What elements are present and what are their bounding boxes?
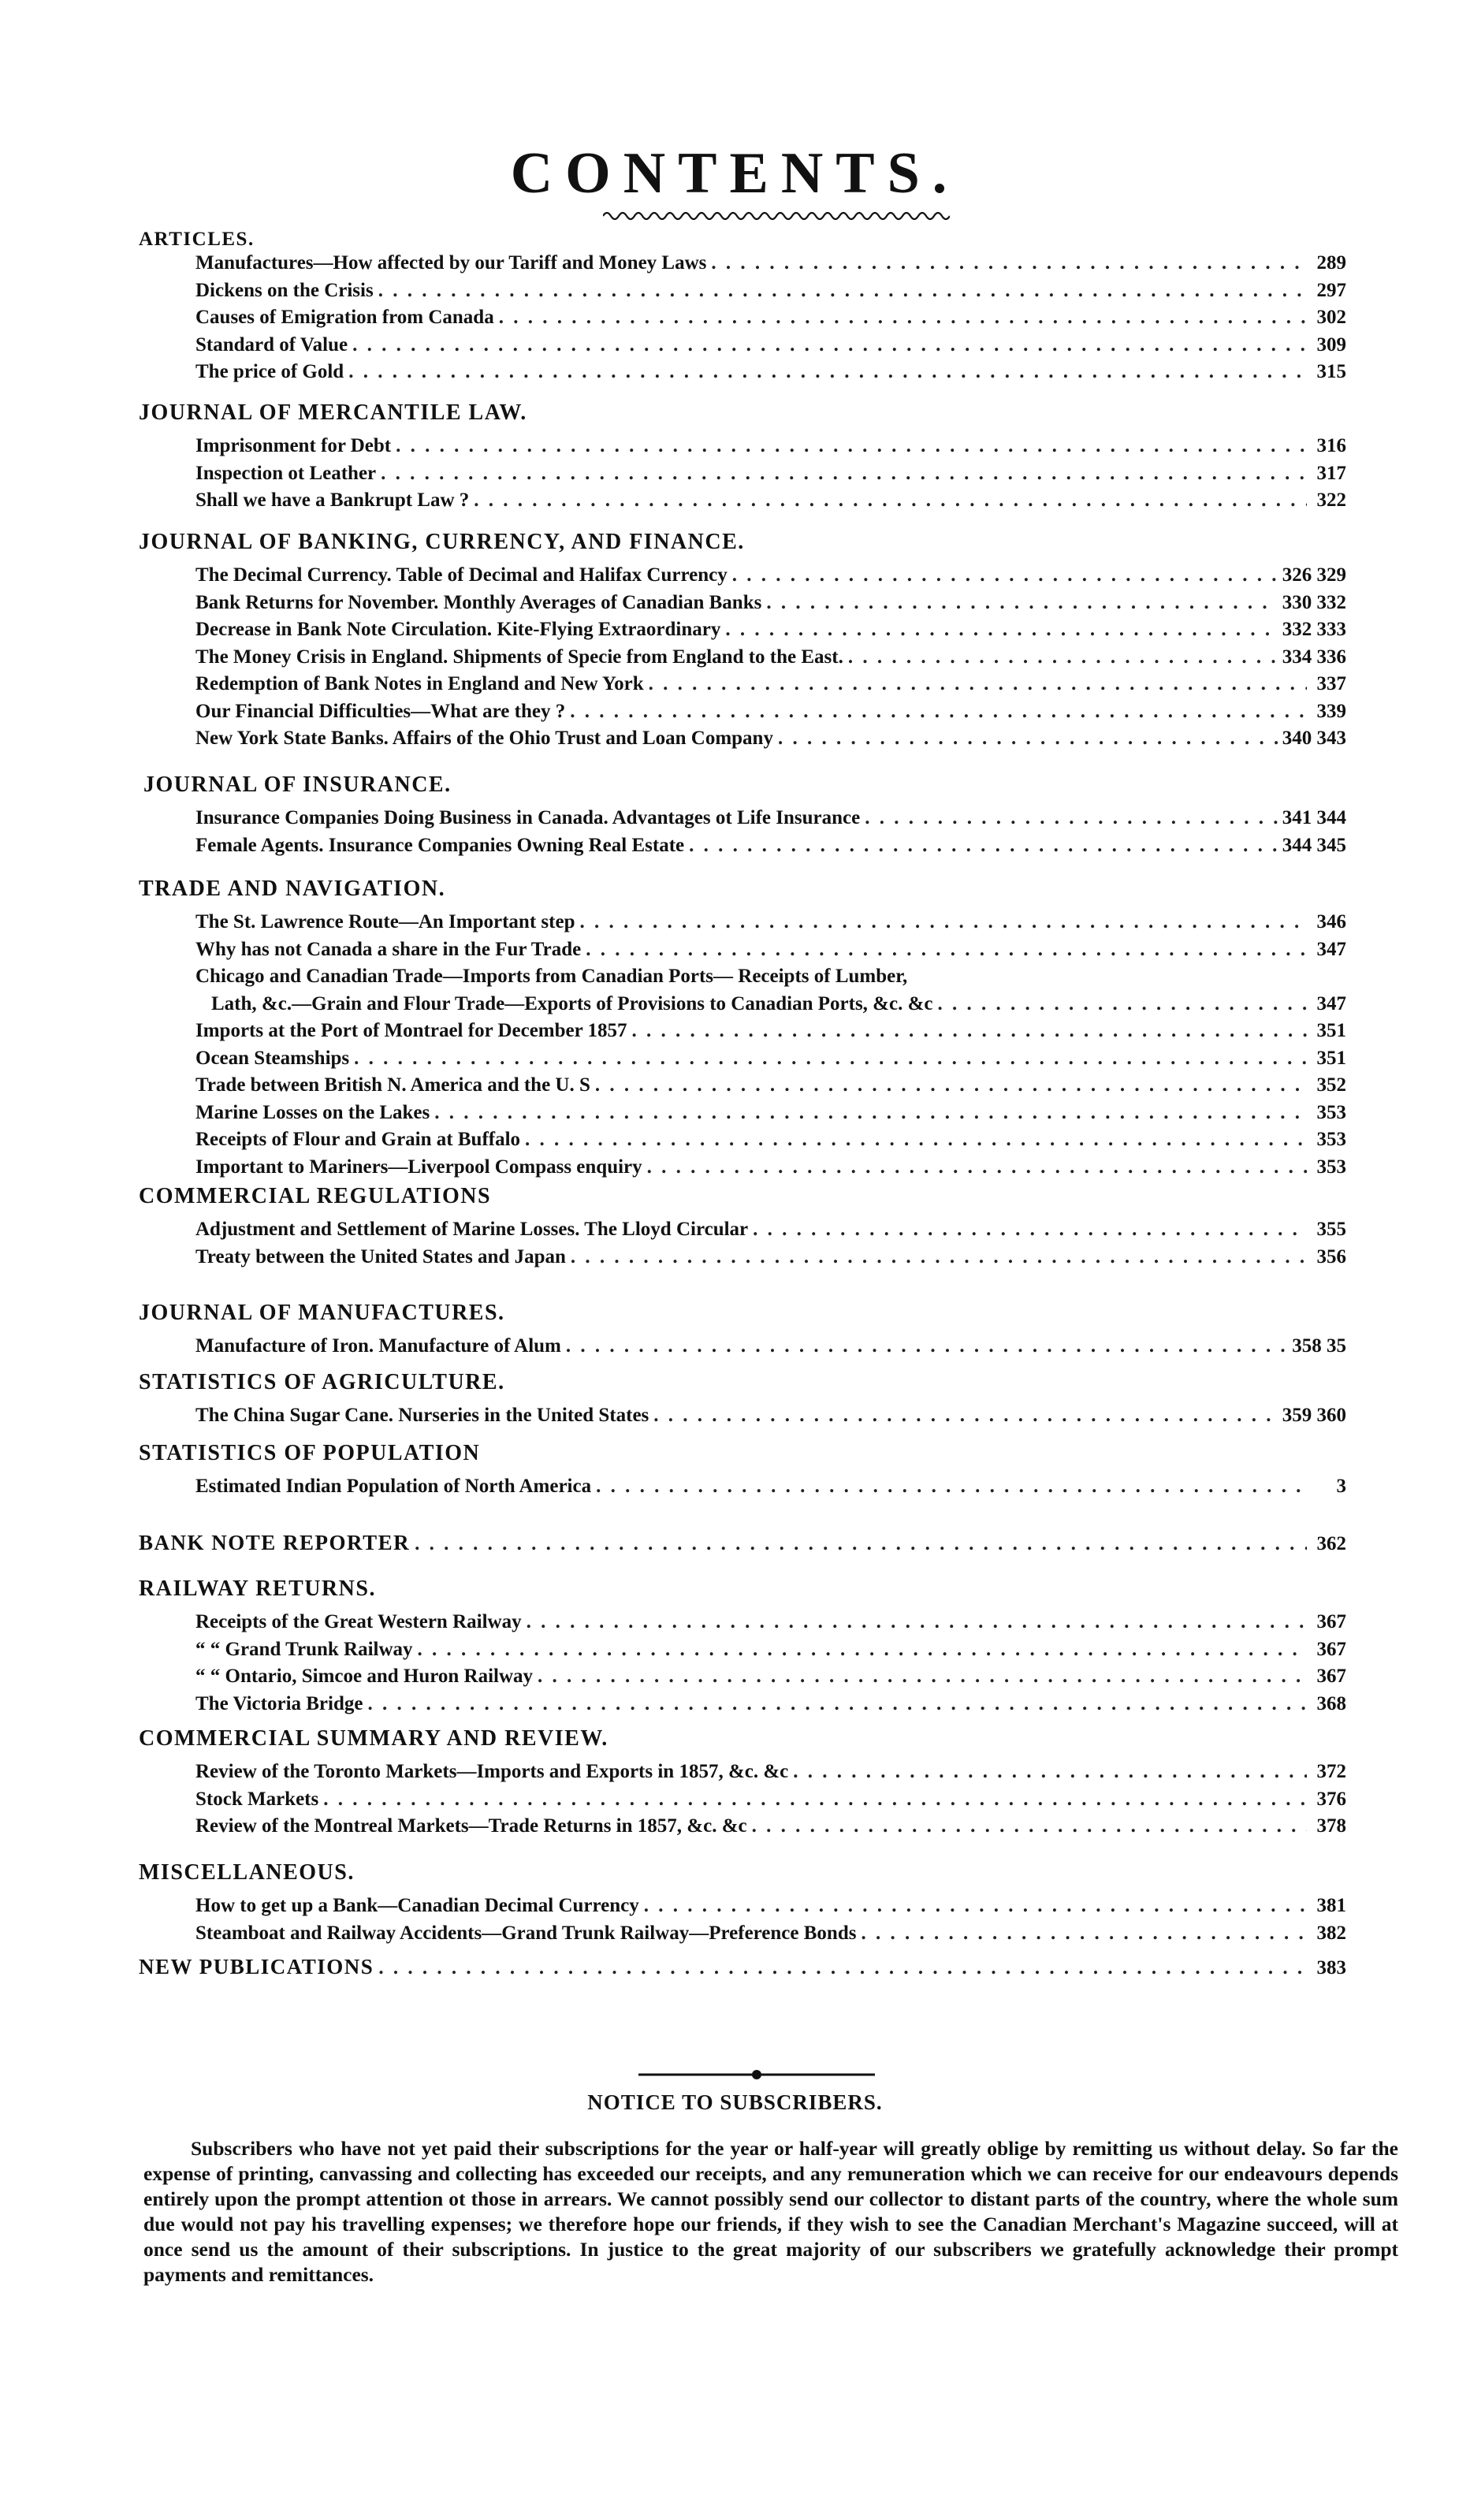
entry-title: Standard of Value [195, 333, 348, 355]
section-heading: COMMERCIAL SUMMARY AND REVIEW. [139, 1726, 608, 1751]
contents-entry[interactable] [195, 1074, 1346, 1096]
entry-title: Important to Mariners—Liverpool Compass enquiry [195, 1156, 642, 1178]
entry-title: How to get up a Bank—Canadian Decimal Currency [195, 1895, 639, 1916]
section-heading: TRADE AND NAVIGATION. [139, 877, 446, 901]
contents-entry[interactable] [195, 1666, 1346, 1688]
entry-title: Decrease in Bank Note Circulation. Kite-Flying Extraordinary [195, 619, 721, 640]
entry-title: Receipts of Flour and Grain at Buffalo [195, 1129, 521, 1150]
notice-heading: NOTICE TO SUBSCRIBERS. [587, 2090, 883, 2114]
entry-title: The price of Gold [195, 361, 344, 382]
page-number: 376 [1316, 1788, 1346, 1810]
entry-title: Chicago and Canadian Trade—Imports from Canadian Ports— Receipts of Lumber, [195, 966, 908, 987]
section-heading: STATISTICS OF AGRICULTURE. [139, 1370, 505, 1394]
contents-entry[interactable] [195, 1789, 1346, 1811]
page-number: 382 [1316, 1922, 1346, 1944]
entry-title: Marine Losses on the Lakes [195, 1101, 430, 1123]
page-number: 346 [1316, 911, 1346, 932]
contents-entry[interactable] [195, 1156, 1346, 1178]
page-number: 383 [1316, 1957, 1346, 1978]
leader-dots [396, 435, 1307, 457]
leader-dots [644, 1895, 1307, 1917]
leader-dots [632, 1020, 1307, 1042]
contents-entry[interactable] [195, 489, 1346, 512]
contents-entry[interactable] [195, 361, 1346, 383]
page-number: 309 [1316, 333, 1346, 355]
contents-entry[interactable] [195, 307, 1346, 329]
leader-dots [865, 807, 1278, 829]
entry-title: Imports at the Port of Montrael for December 1857 [195, 1020, 627, 1041]
leader-dots [711, 252, 1307, 274]
entry-title: Insurance Companies Doing Business in Canada. Advantages ot Life Insurance [195, 807, 861, 828]
section-heading: MISCELLANEOUS. [139, 1860, 355, 1885]
contents-entry[interactable] [195, 1611, 1346, 1633]
leader-dots [378, 280, 1307, 302]
contents-entry[interactable] [195, 1219, 1346, 1241]
entry-title: The Victoria Bridge [195, 1692, 363, 1714]
page-number: 353 [1316, 1156, 1346, 1178]
entry-title: The St. Lawrence Route—An Important step [195, 911, 575, 932]
leader-dots [323, 1789, 1307, 1811]
leader-dots [566, 1335, 1287, 1357]
page-number: 358 35 [1292, 1335, 1346, 1357]
contents-entry[interactable] [195, 939, 1346, 961]
entry-title: Review of the Montreal Markets—Trade Returns in 1857, &c. &c [195, 1815, 747, 1837]
contents-entry[interactable] [195, 1815, 1346, 1837]
contents-entry[interactable] [139, 1531, 1346, 1555]
leader-dots [848, 646, 1278, 668]
leader-dots [474, 489, 1307, 512]
page-number: 367 [1316, 1666, 1346, 1687]
leader-dots [725, 619, 1277, 641]
contents-entry[interactable] [211, 993, 1346, 1015]
entry-title: The Decimal Currency. Table of Decimal and Halifax Currency [195, 564, 728, 586]
contents-entry[interactable] [195, 463, 1346, 485]
page-number: 381 [1316, 1895, 1346, 1916]
section-heading: BANK NOTE REPORTER [139, 1531, 411, 1554]
leader-dots [586, 939, 1307, 961]
contents-entry[interactable] [195, 835, 1346, 857]
page-number: 351 [1316, 1047, 1346, 1069]
contents-entry[interactable] [195, 1102, 1346, 1124]
entry-title: Stock Markets [195, 1788, 319, 1810]
entry-title: Steamboat and Railway Accidents—Grand Trunk Railway—Preference Bonds [195, 1922, 857, 1944]
entry-title: Manufacture of Iron. Manufacture of Alum [195, 1335, 561, 1357]
section-heading: JOURNAL OF INSURANCE. [143, 772, 452, 797]
leader-dots [778, 728, 1278, 750]
entry-title: Our Financial Difficulties—What are they ? [195, 700, 566, 722]
page-title: CONTENTS. [510, 141, 960, 206]
entry-title: Why has not Canada a share in the Fur Trade [195, 938, 582, 960]
contents-entry[interactable] [195, 911, 1346, 933]
page-number: 315 [1316, 361, 1346, 382]
page-number: 330 332 [1282, 591, 1346, 613]
leader-dots [570, 701, 1307, 723]
leader-dots [752, 1815, 1307, 1837]
entry-title: Shall we have a Bankrupt Law ? [195, 489, 470, 511]
page-number: 339 [1316, 700, 1346, 722]
entry-title: Adjustment and Settlement of Marine Losses. The Lloyd Circular [195, 1219, 749, 1240]
page-number: 326 329 [1282, 564, 1346, 586]
entry-title: Treaty between the United States and Japan [195, 1245, 566, 1267]
contents-entry[interactable] [195, 1335, 1346, 1357]
leader-dots [793, 1761, 1307, 1783]
page-number: 352 [1316, 1074, 1346, 1096]
page-number: 347 [1316, 938, 1346, 960]
page-number: 317 [1316, 462, 1346, 484]
leader-dots [525, 1129, 1307, 1151]
page-number: 322 [1316, 489, 1346, 511]
entry-title: Inspection ot Leather [195, 462, 377, 484]
contents-entry[interactable] [195, 728, 1346, 750]
section-heading: JOURNAL OF MERCANTILE LAW. [139, 400, 527, 425]
page-number: 340 343 [1282, 728, 1346, 749]
contents-entry[interactable] [195, 1476, 1346, 1498]
contents-entry[interactable] [195, 334, 1346, 356]
entry-title: “ “ Grand Trunk Railway [195, 1638, 413, 1660]
page-number: 341 344 [1282, 807, 1346, 828]
contents-entry[interactable] [195, 592, 1346, 614]
leader-dots [434, 1102, 1307, 1124]
contents-entry[interactable] [195, 1693, 1346, 1715]
page-number: 337 [1316, 673, 1346, 694]
page-number: 332 333 [1282, 619, 1346, 640]
section-heading: NEW PUBLICATIONS [139, 1955, 374, 1978]
contents-entry[interactable] [195, 1923, 1346, 1945]
contents-entry[interactable] [195, 1639, 1346, 1661]
contents-entry[interactable] [195, 1129, 1346, 1151]
leader-dots [415, 1533, 1307, 1555]
leader-dots [418, 1639, 1307, 1661]
entry-title: Manufactures—How affected by our Tariff and Money Laws [195, 252, 707, 274]
leader-dots [595, 1074, 1307, 1096]
contents-entry[interactable] [195, 701, 1346, 723]
section-heading: STATISTICS OF POPULATION [139, 1441, 481, 1465]
entry-title: Ocean Steamships [195, 1047, 350, 1069]
page-number: 353 [1316, 1101, 1346, 1123]
leader-dots [579, 911, 1307, 933]
contents-entry[interactable] [195, 619, 1346, 641]
page-number: 344 345 [1282, 834, 1346, 856]
leader-dots [732, 564, 1278, 586]
page-number: 353 [1316, 1129, 1346, 1150]
entry-title: The Money Crisis in England. Shipments of Specie from England to the East. [195, 646, 843, 668]
entry-title: Review of the Toronto Markets—Imports and Exports in 1857, &c. &c [195, 1761, 789, 1782]
entry-title: Dickens on the Crisis [195, 279, 374, 301]
leader-dots [499, 307, 1307, 329]
leader-dots [649, 673, 1307, 695]
section-heading: ARTICLES. [139, 229, 255, 250]
section-divider [638, 2068, 875, 2081]
entry-title: New York State Banks. Affairs of the Ohio Trust and Loan Company [195, 728, 773, 749]
section-heading: JOURNAL OF BANKING, CURRENCY, AND FINANCE. [139, 530, 745, 554]
entry-title: Receipts of the Great Western Railway [195, 1611, 522, 1632]
section-heading: JOURNAL OF MANUFACTURES. [139, 1301, 505, 1325]
leader-dots [527, 1611, 1307, 1633]
page-number: 378 [1316, 1815, 1346, 1837]
page-number: 334 336 [1282, 646, 1346, 668]
wavy-rule [603, 207, 950, 225]
entry-title: Trade between British N. America and the U. S [195, 1074, 590, 1096]
entry-title: Female Agents. Insurance Companies Owning Real Estate [195, 834, 685, 856]
contents-entry[interactable] [195, 1048, 1346, 1070]
entry-title: Redemption of Bank Notes in England and New York [195, 673, 644, 694]
entry-title: Estimated Indian Population of North America [195, 1476, 592, 1497]
entry-title: Causes of Emigration from Canada [195, 307, 494, 328]
entry-title: Bank Returns for November. Monthly Averages of Canadian Banks [195, 591, 762, 613]
contents-entry[interactable] [195, 280, 1346, 302]
page-number: 302 [1316, 307, 1346, 328]
leader-dots [348, 361, 1307, 383]
entry-title: Lath, &c.—Grain and Flour Trade—Exports of Provisions to Canadian Ports, &c. &c [211, 992, 933, 1014]
leader-dots [647, 1156, 1307, 1178]
leader-dots [354, 1048, 1307, 1070]
contents-entry[interactable] [195, 966, 1346, 988]
contents-entry[interactable] [195, 1761, 1346, 1783]
leader-dots [753, 1219, 1307, 1241]
leader-dots [538, 1666, 1307, 1688]
leader-dots [689, 835, 1278, 857]
contents-entry[interactable] [195, 1020, 1346, 1042]
entry-title: “ “ Ontario, Simcoe and Huron Railway [195, 1666, 534, 1687]
page-number: 359 360 [1282, 1405, 1346, 1426]
page-number: 316 [1316, 435, 1346, 456]
leader-dots [938, 993, 1307, 1015]
page-number: 355 [1316, 1219, 1346, 1240]
contents-entry[interactable] [139, 1955, 1346, 1979]
page-number: 367 [1316, 1638, 1346, 1660]
page-number: 351 [1316, 1020, 1346, 1041]
leader-dots [861, 1923, 1307, 1945]
contents-entry[interactable] [195, 1405, 1346, 1427]
contents-entry[interactable] [195, 1246, 1346, 1268]
page-number: 362 [1316, 1533, 1346, 1554]
contents-entry[interactable] [195, 252, 1346, 274]
leader-dots [367, 1693, 1307, 1715]
contents-entry[interactable] [195, 1895, 1346, 1917]
leader-dots [378, 1957, 1307, 1979]
contents-entry[interactable] [195, 807, 1346, 829]
leader-dots [381, 463, 1307, 485]
contents-entry[interactable] [195, 435, 1346, 457]
leader-dots [596, 1476, 1307, 1498]
page-number: 356 [1316, 1245, 1346, 1267]
leader-dots [571, 1246, 1307, 1268]
page-number: 367 [1316, 1611, 1346, 1632]
contents-entry[interactable] [195, 673, 1346, 695]
page-number: 372 [1316, 1761, 1346, 1782]
page-number: 297 [1316, 279, 1346, 301]
notice-body: Subscribers who have not yet paid their subscriptions for the year or half-year will greatly oblige by remitting us without delay. So far the expense of printing, canvassing and collecting has exceeded our receipts, and any remuneration which we can receive for our endeavours depends entirely upon the prompt attention ot those in arrears. We cannot possibly send our collector to distant parts of the country, where the whole sum due would not pay his travelling expenses; we therefore hope our friends, if they wish to see the Canadian Merchant's Magazine succeed, will at once send us the amount of their subscriptions. In justice to the great majority of our subscribers we gratefully acknowledge their prompt payments and remittances. [143, 2137, 1398, 2286]
entry-title: The China Sugar Cane. Nurseries in the United States [195, 1405, 649, 1426]
page-number: 3 [1336, 1476, 1346, 1497]
contents-entry[interactable] [195, 646, 1346, 668]
leader-dots [766, 592, 1277, 614]
entry-title: Imprisonment for Debt [195, 435, 392, 456]
leader-dots [653, 1405, 1277, 1427]
leader-dots [352, 334, 1307, 356]
page-number: 289 [1316, 252, 1346, 274]
section-heading: RAILWAY RETURNS. [139, 1576, 376, 1601]
page-number: 347 [1316, 992, 1346, 1014]
section-heading: COMMERCIAL REGULATIONS [139, 1184, 492, 1208]
page-number: 368 [1316, 1692, 1346, 1714]
contents-entry[interactable] [195, 564, 1346, 586]
